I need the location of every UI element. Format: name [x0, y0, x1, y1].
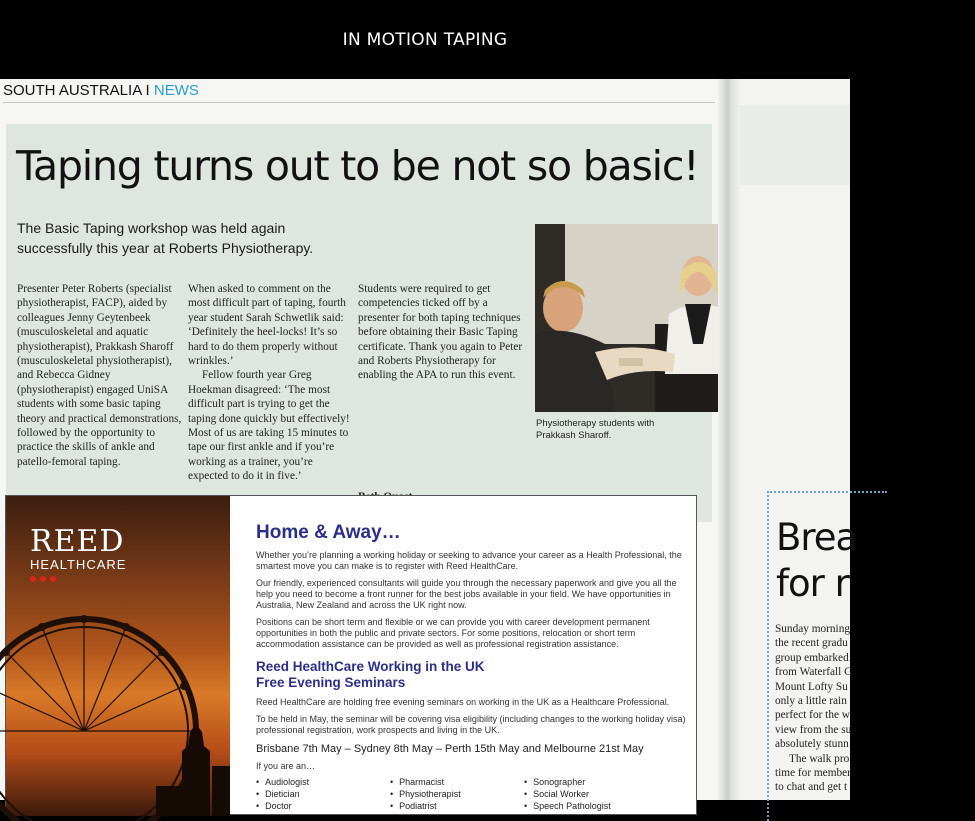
ad-profession-list: [256, 777, 686, 811]
ad-paragraph: Positions can be short term and flexible or we can provide you with career development permanent opportunities in both the public and private sectors. For some positions, relocation or short term accommodation assistance can be provided as well as professional registration assistance.: [256, 617, 650, 649]
right-body-line: group embarked: [775, 651, 849, 664]
article-column-3: [358, 282, 526, 383]
ad-seminar-dates: Brisbane 7th May – Sydney 8th May – Perth 15th May and Melbourne 21st May: [256, 743, 644, 755]
window-title-bar: [0, 0, 850, 79]
profession-item: • Physiotherapist: [390, 789, 524, 799]
right-body-line: to chat and get t: [775, 781, 848, 794]
right-page-headline: [776, 515, 857, 607]
right-body-line: the recent gradu: [775, 637, 848, 650]
right-body-line: view from the su: [775, 723, 852, 736]
reed-logo-sub: HEALTHCARE: [30, 557, 127, 572]
left-page: [0, 79, 730, 811]
right-body-line: absolutely stunn: [775, 738, 849, 751]
reed-healthcare-advert: [5, 495, 697, 815]
profession-item: • Podiatrist: [390, 801, 524, 811]
ad-subheading-line1: Reed HealthCare Working in the UK: [256, 659, 485, 674]
right-body-line: perfect for the w: [775, 709, 850, 722]
running-head-region: SOUTH AUSTRALIA: [3, 82, 142, 99]
photo-caption: Physiotherapy students with Prakkash Sharoff.: [536, 418, 655, 441]
ad-paragraph: Reed HealthCare are holding free evening seminars on working in the UK as a Healthcare Professional.: [256, 697, 670, 707]
right-headline-line2: for r: [776, 562, 849, 605]
article-panel: [6, 124, 712, 522]
magazine-spread: [0, 79, 858, 811]
window-title: IN MOTION TAPING: [342, 29, 508, 50]
right-body-line: only a little rain: [775, 695, 847, 708]
right-page: [740, 79, 858, 800]
running-head: [3, 82, 199, 99]
profession-item: • Pharmacist: [390, 777, 524, 787]
running-head-section: NEWS: [153, 82, 199, 99]
right-headline-line1: Brea: [776, 516, 858, 559]
ad-paragraph: Our friendly, experienced consultants will guide you through the necessary paperwork and give you all the help you need to become a front runner for the best jobs available in your field. We have opportunities in Australia, New Zealand and across the UK right now.: [256, 578, 677, 610]
right-body-line: The walk pro: [789, 752, 850, 765]
reed-logo-word: REED: [30, 524, 125, 559]
running-head-separator: I: [141, 82, 154, 99]
page-gutter: [718, 79, 740, 800]
profession-item: • Audiologist: [256, 777, 390, 787]
right-body-line: Mount Lofty Su: [775, 680, 848, 693]
ad-paragraph: To be held in May, the seminar will be covering visa eligibility (including changes to the working holiday visa) professional registration, work prospects and living in the UK.: [256, 714, 686, 735]
article-paragraph: Students were required to get competencies ticked off by a presenter for both taping techniques before obtaining their Basic Taping certificate. Thank you again to Peter and Roberts Physiotherapy for enabling the APA to run this event.: [358, 283, 523, 382]
reed-healthcare-logo: [30, 524, 126, 582]
article-column-2: [188, 282, 350, 484]
article-paragraph: Fellow fourth year Greg Hoekman disagreed: ‘The most difficult part is trying to get the taping done quickly but effectively! Most of us are taking 15 minutes to tape our first ankle and if you’re working as a trainer, you’re expected to do it in five.’: [188, 369, 350, 483]
profession-item: • Social Worker: [524, 789, 658, 799]
reed-logo-dots: [30, 576, 126, 582]
article-column-1: [17, 282, 187, 469]
right-body-line: from Waterfall G: [775, 666, 853, 679]
ad-subheading-line2: Free Evening Seminars: [256, 675, 406, 690]
ad-text-block: [256, 502, 686, 811]
article-paragraph: When asked to comment on the most difficult part of taping, fourth year student Sarah Schwetlik said: ‘Definitely the heel-locks! It’s so hard to do them properly without wrinkles.’: [188, 283, 346, 368]
right-body-line: time for member: [775, 767, 851, 780]
article-headline: Taping turns out to be not so basic!: [16, 142, 699, 190]
profession-item: • Doctor: [256, 801, 390, 811]
ad-paragraph: Whether you’re planning a working holiday or seeking to advance your career as a Health Professional, the smartest move you can make is to register with Reed HealthCare.: [256, 550, 682, 571]
profession-item: • Dietician: [256, 789, 390, 799]
ad-you-are: If you are an…: [256, 761, 316, 771]
profession-item: • Sonographer: [524, 777, 658, 787]
right-body-line: Sunday morning: [775, 623, 850, 635]
ad-subheading: [256, 659, 686, 691]
profession-item: • Speech Pathologist: [524, 801, 658, 811]
right-page-faint-panel: [740, 105, 850, 185]
running-head-rule: [3, 102, 715, 103]
ad-title: Home & Away…: [256, 522, 401, 543]
article-paragraph: Presenter Peter Roberts (specialist physiotherapist, FACP), aided by colleagues Jenny Geytenbeek (musculoskeletal and aquatic physiotherapist), Prakkash Sharoff (musculoskeletal physiotherapist), and Rebecca Gidney (physiotherapist) engaged UniSA students with some basic taping theory and practical demonstrations, followed by the opportunity to practice the skills of ankle and patello-femoral taping.: [17, 283, 182, 468]
article-standfirst: The Basic Taping workshop was held again successfully this year at Roberts Physiotherapy.: [17, 220, 314, 256]
ad-image-london-eye: [6, 496, 230, 816]
right-page-body: [775, 622, 975, 795]
